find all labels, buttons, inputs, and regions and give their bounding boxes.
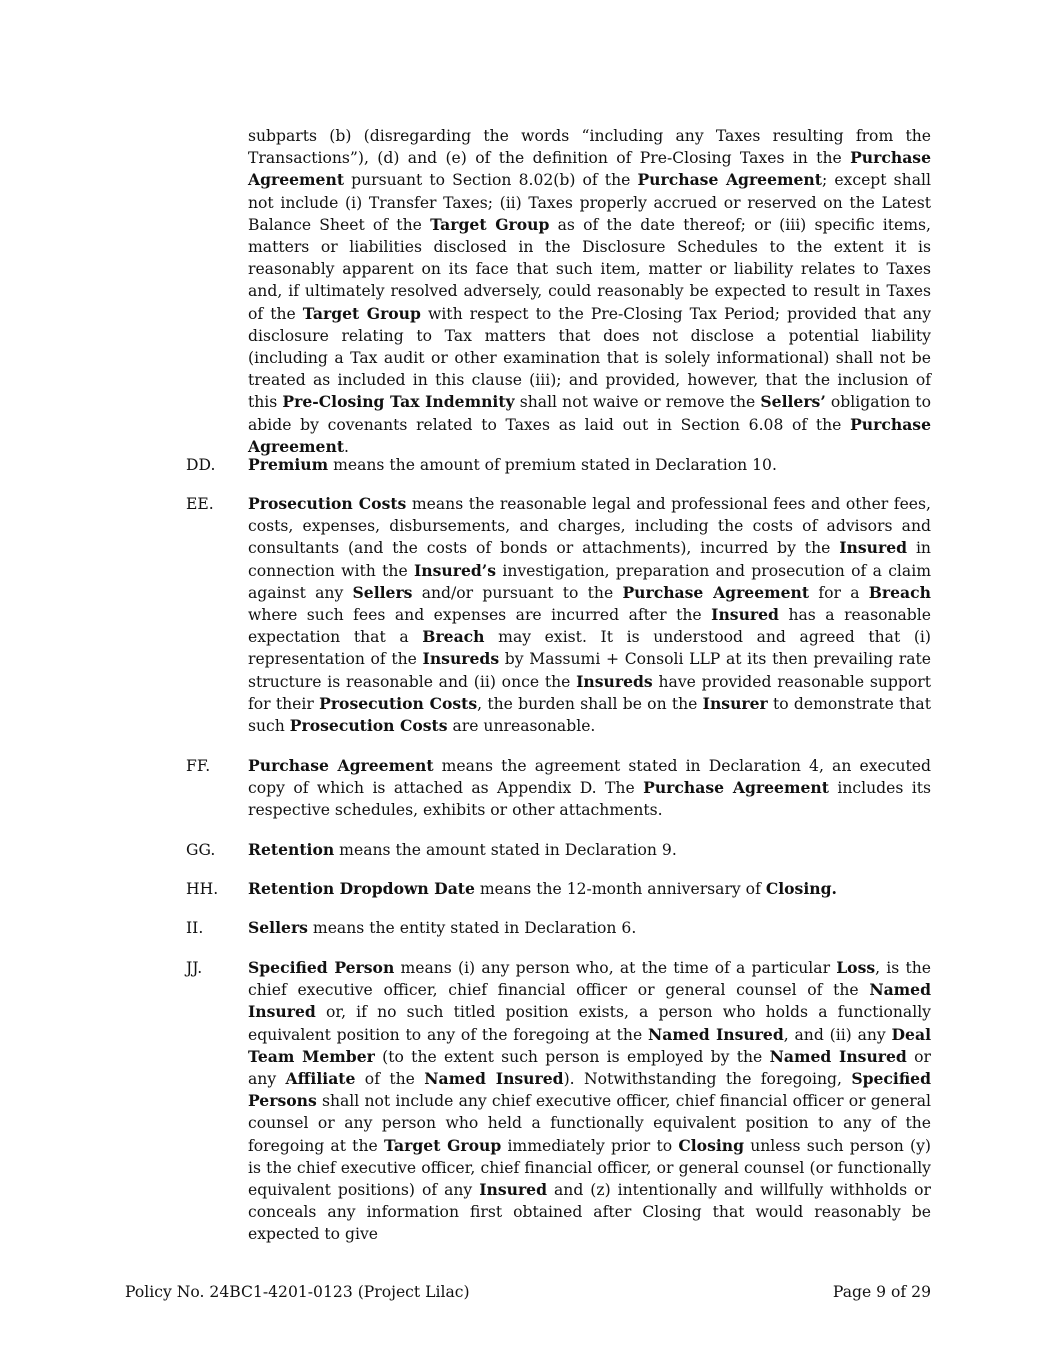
- clause-body: [248, 878, 931, 900]
- clause-label: EE.: [186, 495, 214, 513]
- defined-term: Purchase Agreement: [248, 148, 931, 190]
- clause-body: [248, 755, 931, 822]
- defined-term: Prosecution Costs: [248, 494, 407, 513]
- defined-term: Insured: [839, 538, 908, 558]
- clause-ii-sellers: [186, 917, 931, 939]
- defined-term: Closing.: [765, 879, 837, 898]
- defined-term: Sellers: [248, 918, 308, 937]
- defined-term: Purchase Agreement: [622, 582, 810, 602]
- clause-text: means (i) any person who, at the time of a particular: [394, 959, 837, 977]
- defined-term: Named Insured: [647, 1024, 784, 1044]
- defined-term: Insured: [711, 605, 779, 625]
- clause-text: for a: [809, 583, 869, 602]
- defined-term: Closing: [678, 1135, 745, 1155]
- defined-term: Loss: [836, 958, 876, 977]
- defined-term: Affiliate: [285, 1069, 356, 1089]
- clause-label: JJ.: [186, 959, 203, 977]
- clause-label: GG.: [186, 841, 216, 859]
- clause-dd-premium: [186, 454, 931, 476]
- clause-text: and (z) intentionally and willfully withholds or conceals any information first obtained after Closing that would reasonably be expected to give: [248, 1181, 932, 1244]
- clause-text: means the amount of premium stated in Declaration 10.: [328, 456, 777, 474]
- defined-term: Prosecution Costs: [319, 693, 478, 713]
- clause-body: [248, 957, 931, 1246]
- defined-term: Insureds: [576, 671, 653, 691]
- defined-term: Pre-Closing Tax Indemnity: [282, 392, 515, 412]
- clause-text: means the 12-month anniversary of: [474, 880, 766, 898]
- clause-text: immediately prior to: [501, 1136, 679, 1155]
- defined-term: Named Insured: [769, 1046, 907, 1066]
- clause-text: .: [344, 437, 349, 456]
- defined-term: Named Insured: [424, 1069, 564, 1089]
- clause-text: means the reasonable legal and professional fees and other fees, costs, expenses, disbursements, and charges, including the costs of advisors and consultants (and the costs of bonds or attachments), incurred by the: [248, 495, 931, 558]
- clause-text: are unreasonable.: [447, 717, 596, 736]
- page-footer: [125, 1281, 931, 1303]
- clause-text: and/or pursuant to the: [412, 583, 623, 602]
- defined-term: Deal Team Member: [248, 1024, 932, 1066]
- clause-text: means the entity stated in Declaration 6.: [307, 919, 637, 937]
- defined-term: Prosecution Costs: [289, 716, 448, 736]
- clause-text: may exist. It is understood and agreed that (i) representation of the: [248, 628, 931, 669]
- defined-term: Purchase Agreement: [643, 778, 829, 798]
- clause-text: as of the date thereof; or (iii) specific items, matters or liabilities disclosed in the Disclosure Schedules to the extent it is reasonably apparent on its face that such item, matter or liability relates to Taxes and, if ultimately resolved adversely, could reasonably be expected to result in Taxes of the: [248, 215, 931, 323]
- clause-text: ; except shall not include (i) Transfer Taxes; (ii) Taxes properly accrued or reserved on the Latest Balance Sheet of the: [248, 171, 931, 234]
- clause-pre-closing-tax-continued: [186, 125, 931, 458]
- defined-term: Specified Persons: [248, 1069, 932, 1111]
- defined-term: Breach: [868, 582, 931, 602]
- clause-body: [248, 917, 931, 939]
- defined-term: Target Group: [430, 214, 550, 234]
- clause-ee-prosecution-costs: [186, 493, 931, 737]
- defined-term: Purchase Agreement: [248, 756, 434, 775]
- clause-text: shall not include any chief executive officer, chief financial officer or general counsel or any person who held a functionally equivalent position to any of the foregoing at the: [248, 1092, 931, 1155]
- clause-text: , the burden shall be on the: [477, 694, 703, 713]
- clause-text: subparts (b) (disregarding the words “including any Taxes resulting from the Transactions”), (d) and (e) of the definition of Pre-Closing Taxes in the: [248, 127, 931, 168]
- defined-term: Breach: [422, 627, 485, 647]
- clause-text: , and (ii) any: [783, 1025, 892, 1044]
- page-number: Page 9 of 29: [832, 1283, 931, 1301]
- defined-term: Specified Person: [248, 958, 395, 977]
- defined-term: Target Group: [302, 303, 421, 323]
- clause-text: or, if no such titled position exists, a person who holds a functionally equivalent position to any of the foregoing at the: [248, 1003, 931, 1044]
- clause-hh-retention-dropdown-date: [186, 878, 931, 900]
- clause-text: or any: [248, 1047, 931, 1089]
- clause-ff-purchase-agreement: [186, 755, 931, 822]
- clause-text: in connection with the: [248, 539, 931, 580]
- clause-text: unless such person (y) is the chief executive officer, chief financial officer, or general counsel (or functionally equivalent positions) of any: [248, 1136, 932, 1200]
- clause-text: shall not waive or remove the: [514, 393, 761, 412]
- clause-jj-specified-person: [186, 957, 931, 1246]
- clause-label: DD.: [186, 456, 216, 474]
- clause-text: investigation, preparation and prosecution of a claim against any: [248, 561, 931, 602]
- defined-term: Purchase Agreement: [637, 170, 822, 190]
- defined-term: Purchase Agreement: [248, 414, 931, 456]
- clause-text: ). Notwithstanding the foregoing,: [563, 1070, 852, 1089]
- clause-text: means the agreement stated in Declaration 4, an executed copy of which is attached as Appendix D. The: [248, 757, 931, 798]
- defined-term: Sellers’: [760, 392, 826, 412]
- clause-text: where such fees and expenses are incurred after the: [248, 606, 712, 625]
- defined-term: Named Insured: [248, 980, 931, 1022]
- clause-text: pursuant to Section 8.02(b) of the: [344, 171, 638, 190]
- defined-term: Insureds: [422, 649, 500, 669]
- clause-text: (to the extent such person is employed by the: [374, 1047, 770, 1066]
- defined-term: Retention Dropdown Date: [248, 879, 475, 898]
- clause-text: , is the chief executive officer, chief financial officer or general counsel of the: [248, 959, 931, 1000]
- clause-text: to demonstrate that such: [248, 694, 931, 736]
- clause-label: II.: [186, 919, 204, 937]
- defined-term: Retention: [248, 840, 335, 859]
- clause-label: HH.: [186, 880, 219, 898]
- clause-text: by Massumi + Consoli LLP at its then prevailing rate structure is reasonable and (ii) once the: [248, 650, 931, 691]
- defined-term: Target Group: [383, 1135, 502, 1155]
- clause-body: [248, 125, 931, 458]
- clause-body: [248, 839, 931, 861]
- clause-body: [248, 454, 931, 476]
- defined-term: Insurer: [702, 693, 768, 713]
- defined-term: Sellers: [352, 582, 413, 602]
- defined-term: Insured: [479, 1180, 548, 1200]
- clause-text: of the: [355, 1070, 425, 1089]
- clause-gg-retention: [186, 839, 931, 861]
- clause-body: [248, 493, 931, 737]
- policy-number: Policy No. 24BC1-4201-0123 (Project Lilac): [125, 1283, 470, 1301]
- clause-text: obligation to abide by covenants related to Taxes as laid out in Section 6.08 of the: [248, 393, 931, 434]
- clause-text: with respect to the Pre-Closing Tax Period; provided that any disclosure relating to Tax matters that does not disclose a potential liability (including a Tax audit or other examination that is solely informational) shall not be treated as included in this clause (iii); and provided, however, that the inclusion of this: [248, 304, 931, 412]
- defined-term: Premium: [248, 455, 329, 474]
- clause-label: FF.: [186, 757, 211, 775]
- defined-term: Insured’s: [414, 560, 497, 580]
- clause-text: has a reasonable expectation that a: [248, 606, 931, 647]
- clause-text: means the amount stated in Declaration 9.: [334, 841, 677, 859]
- clause-text: includes its respective schedules, exhibits or other attachments.: [248, 779, 932, 820]
- clause-text: have provided reasonable support for their: [248, 672, 931, 713]
